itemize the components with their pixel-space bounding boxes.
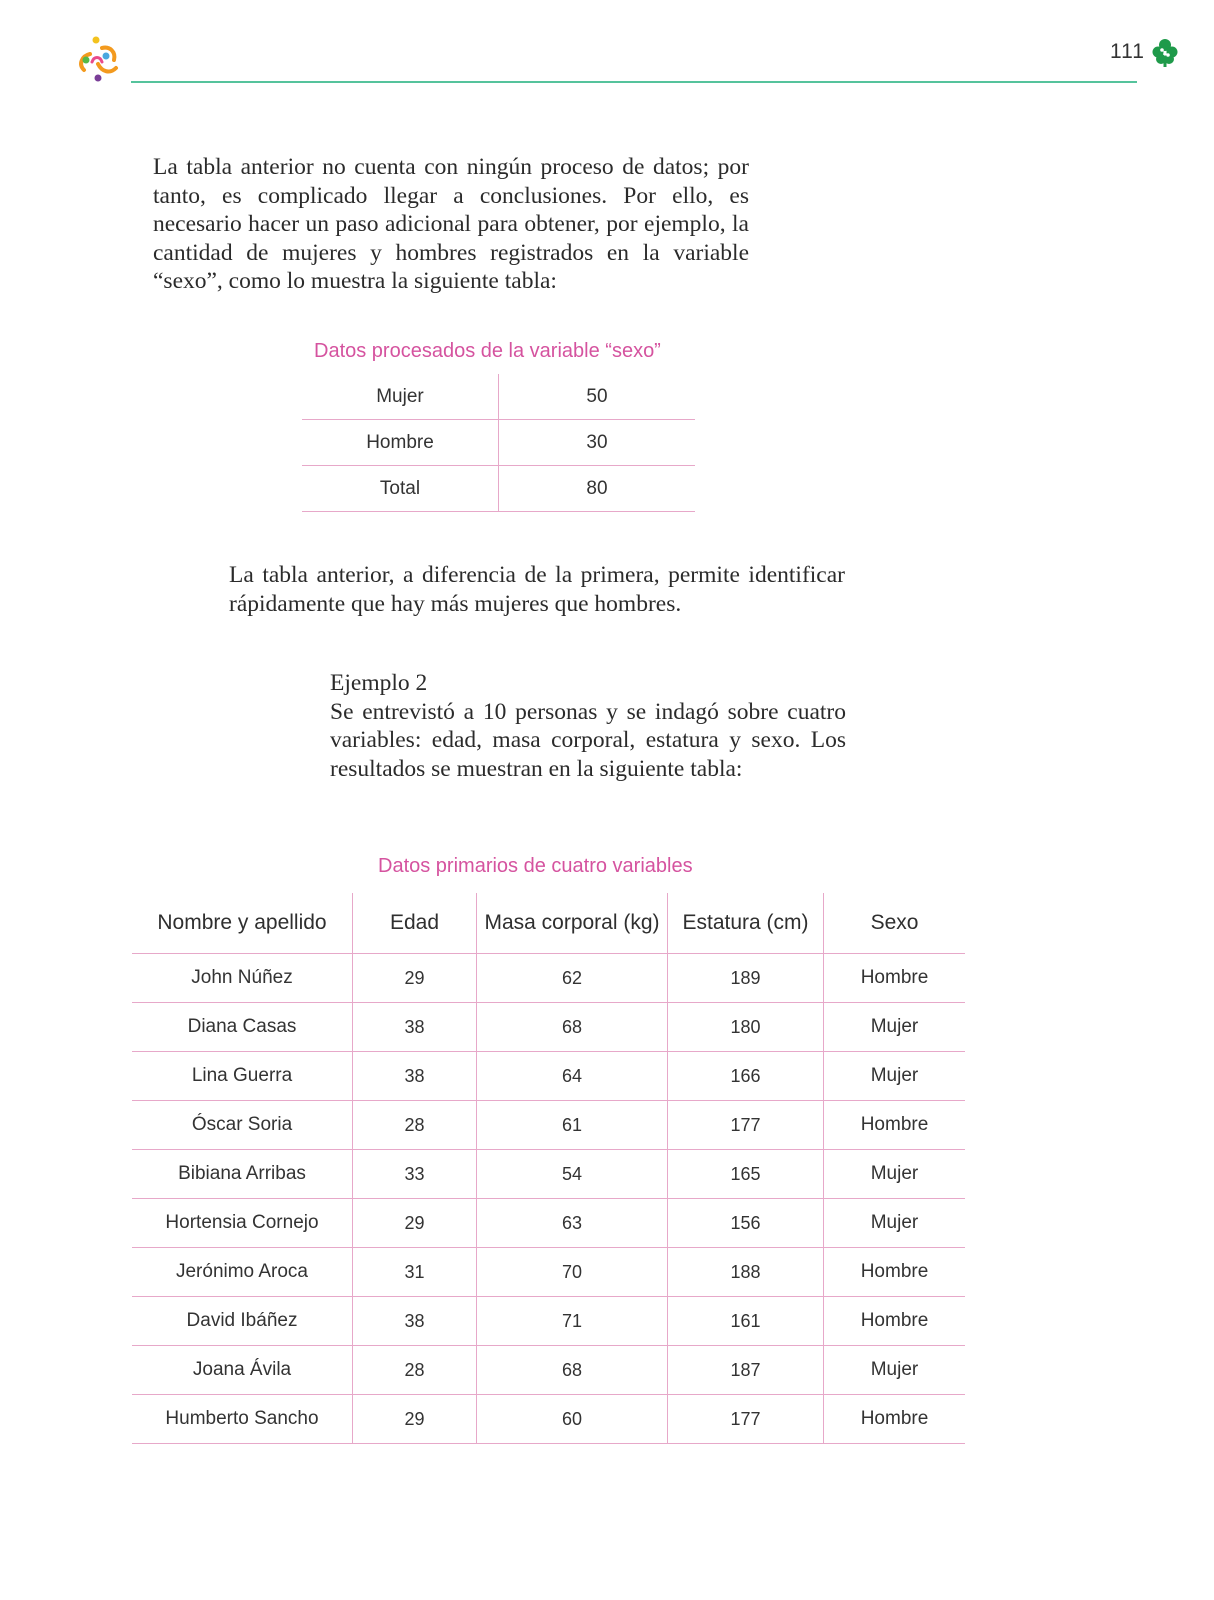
cell-sex: Mujer [824,1003,966,1052]
cell-name: Bibiana Arribas [132,1150,353,1199]
cell-mass: 68 [477,1003,668,1052]
cell-sex: Mujer [824,1199,966,1248]
tree-icon [1152,38,1178,68]
example-block [330,669,846,783]
table-row [132,1248,965,1297]
cell-height: 166 [668,1052,824,1101]
cell-sex: Hombre [824,1101,966,1150]
table-row [302,466,695,512]
column-header-height: Estatura (cm) [668,893,824,954]
row-value: 50 [499,374,696,420]
table-row [132,1101,965,1150]
cell-name: Diana Casas [132,1003,353,1052]
example-paragraph: Se entrevistó a 10 personas y se indagó sobre cuatro variables: edad, masa corporal, estatura y sexo. Los resultados se muestran en la siguiente tabla: [330,698,846,782]
page-number: 111 [1110,40,1145,63]
table-row [132,954,965,1003]
row-label: Hombre [302,420,499,466]
cell-sex: Hombre [824,954,966,1003]
row-value: 80 [499,466,696,512]
table-row [132,1052,965,1101]
cell-name: Jerónimo Aroca [132,1248,353,1297]
processed-sex-table [302,374,695,512]
cell-mass: 71 [477,1297,668,1346]
cell-mass: 70 [477,1248,668,1297]
cell-age: 29 [353,1199,477,1248]
cell-mass: 68 [477,1346,668,1395]
table-row [132,1395,965,1444]
table2-caption: Datos primarios de cuatro variables [378,855,693,877]
cell-sex: Mujer [824,1346,966,1395]
cell-age: 38 [353,1003,477,1052]
cell-age: 38 [353,1297,477,1346]
cell-name: Hortensia Cornejo [132,1199,353,1248]
publisher-logo-icon [72,34,124,84]
cell-sex: Hombre [824,1248,966,1297]
cell-name: John Núñez [132,954,353,1003]
column-header-sex: Sexo [824,893,966,954]
primary-data-table [132,893,965,1444]
cell-mass: 64 [477,1052,668,1101]
cell-age: 33 [353,1150,477,1199]
cell-age: 29 [353,954,477,1003]
cell-sex: Hombre [824,1297,966,1346]
cell-height: 177 [668,1101,824,1150]
cell-name: David Ibáñez [132,1297,353,1346]
header-rule [131,81,1137,83]
cell-name: Lina Guerra [132,1052,353,1101]
cell-height: 189 [668,954,824,1003]
cell-age: 28 [353,1101,477,1150]
column-header-age: Edad [353,893,477,954]
cell-sex: Mujer [824,1150,966,1199]
table-header-row [132,893,965,954]
cell-height: 177 [668,1395,824,1444]
cell-mass: 63 [477,1199,668,1248]
cell-mass: 62 [477,954,668,1003]
cell-height: 187 [668,1346,824,1395]
cell-mass: 54 [477,1150,668,1199]
cell-name: Humberto Sancho [132,1395,353,1444]
table1-caption: Datos procesados de la variable “sexo” [314,340,661,362]
cell-age: 38 [353,1052,477,1101]
table-row [132,1297,965,1346]
cell-name: Joana Ávila [132,1346,353,1395]
table-body [132,954,965,1444]
column-header-name: Nombre y apellido [132,893,353,954]
table-row [132,1346,965,1395]
cell-mass: 61 [477,1101,668,1150]
cell-age: 31 [353,1248,477,1297]
cell-height: 156 [668,1199,824,1248]
cell-height: 180 [668,1003,824,1052]
row-value: 30 [499,420,696,466]
row-label: Total [302,466,499,512]
cell-age: 28 [353,1346,477,1395]
cell-name: Óscar Soria [132,1101,353,1150]
cell-sex: Hombre [824,1395,966,1444]
cell-mass: 60 [477,1395,668,1444]
table-row [302,374,695,420]
cell-height: 165 [668,1150,824,1199]
table-row [132,1150,965,1199]
table-row [132,1199,965,1248]
cell-age: 29 [353,1395,477,1444]
intro-paragraph: La tabla anterior no cuenta con ningún proceso de datos; por tanto, es complicado llegar a conclusiones. Por ello, es necesario hacer un paso adicional para obtener, por ejemplo, la cantidad de mujeres y hombres registrados en la variable “sexo”, como lo muestra la siguiente tabla: [153,154,749,294]
row-label: Mujer [302,374,499,420]
column-header-mass: Masa corporal (kg) [477,893,668,954]
cell-height: 188 [668,1248,824,1297]
conclusion-paragraph: La tabla anterior, a diferencia de la primera, permite identificar rápidamente que hay más mujeres que hombres. [229,562,845,617]
cell-sex: Mujer [824,1052,966,1101]
cell-height: 161 [668,1297,824,1346]
table-row [302,420,695,466]
table-row [132,1003,965,1052]
example-title: Ejemplo 2 [330,670,428,696]
